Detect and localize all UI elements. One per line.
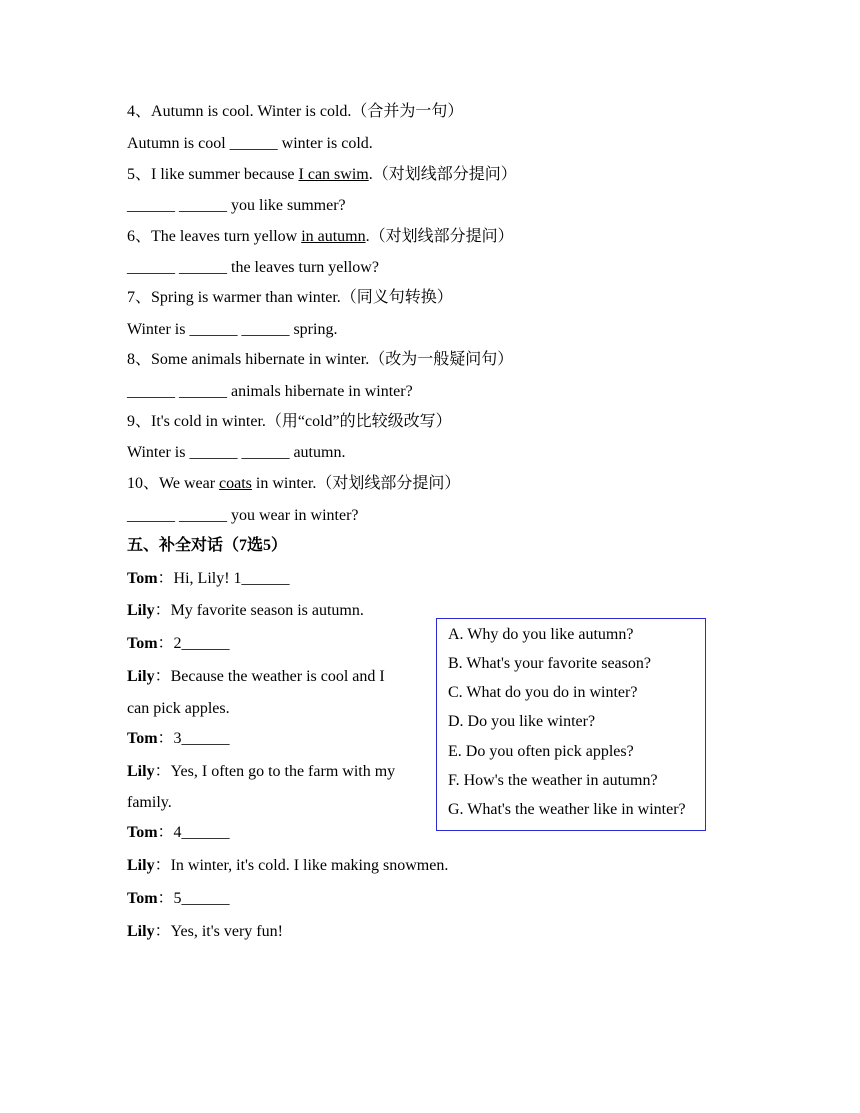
- question-text: Spring is warmer than winter.: [151, 289, 341, 306]
- speaker-name: Tom: [127, 570, 158, 587]
- question-text: Autumn is cool. Winter is cold.: [151, 103, 352, 120]
- dialogue-line: [127, 762, 395, 782]
- speaker-name: Tom: [127, 730, 158, 747]
- dialogue-line: [127, 569, 290, 589]
- dialogue-line: [127, 729, 230, 749]
- question-text-tail: in winter.: [251, 475, 317, 492]
- dialogue-text: Yes, it's very fun!: [170, 923, 283, 940]
- answer-line-6: ______ ______ the leaves turn yellow?: [127, 259, 379, 276]
- dialogue-line: [127, 601, 364, 621]
- question-number: 10、: [127, 475, 160, 492]
- dialogue-line: [127, 823, 230, 843]
- speaker-colon: ：: [154, 763, 171, 780]
- question-instruction: （用“cold”的比较级改写）: [265, 413, 452, 430]
- question-instruction: （对划线部分提问）: [372, 166, 517, 183]
- dialogue-text: can pick apples.: [127, 700, 230, 717]
- dialogue-text: Hi, Lily! 1______: [173, 570, 290, 587]
- speaker-colon: ：: [157, 635, 174, 652]
- dialogue-line: [127, 856, 448, 876]
- dialogue-text: 4______: [173, 824, 230, 841]
- question-instruction: （对划线部分提问）: [316, 475, 461, 492]
- question-text: It's cold in winter.: [151, 413, 266, 430]
- option-a: A. Why do you like autumn?: [448, 626, 634, 643]
- answer-line-9: Winter is ______ ______ autumn.: [127, 444, 346, 461]
- speaker-colon: ：: [157, 570, 174, 587]
- dialogue-text: family.: [127, 794, 172, 811]
- dialogue-line: [127, 889, 230, 909]
- question-instruction: （同义句转换）: [340, 289, 453, 306]
- question-number: 8、: [127, 351, 152, 368]
- dialogue-text: 3______: [173, 730, 230, 747]
- dialogue-text: Yes, I often go to the farm with my: [170, 763, 396, 780]
- question-number: 7、: [127, 289, 152, 306]
- speaker-colon: ：: [154, 857, 171, 874]
- speaker-name: Lily: [127, 763, 155, 780]
- option-e: E. Do you often pick apples?: [448, 743, 634, 760]
- question-text-tail: .: [368, 166, 373, 183]
- dialogue-text: Because the weather is cool and I: [170, 668, 385, 685]
- underlined-part: coats: [219, 475, 252, 492]
- speaker-name: Tom: [127, 890, 158, 907]
- question-7: [127, 288, 453, 308]
- speaker-name: Tom: [127, 635, 158, 652]
- dialogue-line: [127, 922, 283, 942]
- speaker-colon: ：: [154, 923, 171, 940]
- section-heading: 五、补全对话（7选5）: [127, 537, 288, 554]
- question-instruction: （对划线部分提问）: [369, 228, 514, 245]
- speaker-colon: ：: [157, 730, 174, 747]
- speaker-name: Tom: [127, 824, 158, 841]
- underlined-part: in autumn: [301, 228, 366, 245]
- speaker-colon: ：: [154, 668, 171, 685]
- dialogue-text: In winter, it's cold. I like making snowmen.: [170, 857, 449, 874]
- question-number: 4、: [127, 103, 152, 120]
- option-f: F. How's the weather in autumn?: [448, 772, 658, 789]
- options-box: [436, 618, 706, 831]
- question-4: [127, 102, 463, 122]
- underlined-part: I can swim: [298, 166, 369, 183]
- answer-line-10: ______ ______ you wear in winter?: [127, 507, 359, 524]
- speaker-colon: ：: [157, 890, 174, 907]
- dialogue-line: [127, 793, 172, 813]
- question-6: [127, 227, 514, 247]
- question-5: [127, 165, 517, 185]
- question-8: [127, 350, 513, 370]
- answer-line-8: ______ ______ animals hibernate in winter?: [127, 383, 413, 400]
- question-text-tail: .: [365, 228, 370, 245]
- dialogue-text: 2______: [173, 635, 230, 652]
- speaker-colon: ：: [154, 602, 171, 619]
- question-instruction: （合并为一句）: [351, 103, 464, 120]
- option-b: B. What's your favorite season?: [448, 655, 651, 672]
- question-text: The leaves turn yellow: [151, 228, 302, 245]
- speaker-name: Lily: [127, 668, 155, 685]
- question-number: 6、: [127, 228, 152, 245]
- question-10: [127, 474, 460, 494]
- speaker-name: Lily: [127, 923, 155, 940]
- question-text: We wear: [159, 475, 220, 492]
- option-d: D. Do you like winter?: [448, 713, 596, 730]
- question-number: 5、: [127, 166, 152, 183]
- answer-line-4: Autumn is cool ______ winter is cold.: [127, 135, 373, 152]
- speaker-name: Lily: [127, 602, 155, 619]
- speaker-name: Lily: [127, 857, 155, 874]
- question-text: Some animals hibernate in winter.: [151, 351, 370, 368]
- option-g: G. What's the weather like in winter?: [448, 801, 686, 818]
- dialogue-line: [127, 634, 230, 654]
- question-number: 9、: [127, 413, 152, 430]
- question-instruction: （改为一般疑问句）: [369, 351, 514, 368]
- dialogue-line: [127, 667, 385, 687]
- answer-line-5: ______ ______ you like summer?: [127, 197, 346, 214]
- dialogue-text: My favorite season is autumn.: [170, 602, 364, 619]
- speaker-colon: ：: [157, 824, 174, 841]
- question-text: I like summer because: [151, 166, 299, 183]
- dialogue-line: [127, 699, 230, 719]
- answer-line-7: Winter is ______ ______ spring.: [127, 321, 338, 338]
- option-c: C. What do you do in winter?: [448, 684, 638, 701]
- question-9: [127, 412, 452, 432]
- dialogue-text: 5______: [173, 890, 230, 907]
